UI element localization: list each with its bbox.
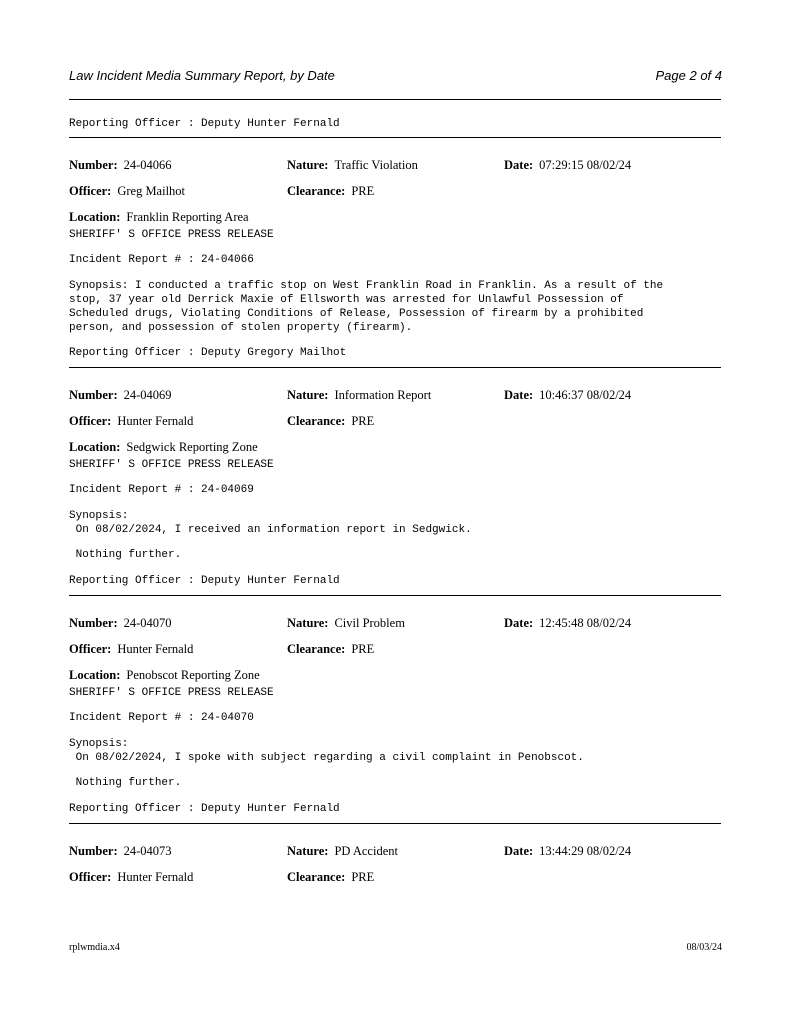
nothing-further-note: Nothing further.: [69, 549, 182, 561]
press-release-heading: SHERIFF' S OFFICE PRESS RELEASE: [69, 687, 274, 699]
record-divider: [69, 595, 721, 596]
incident-date: Date: 07:29:15 08/02/24: [504, 158, 632, 172]
incident-date: Date: 12:45:48 08/02/24: [504, 616, 632, 630]
incident-number: Number: 24-04066: [69, 158, 172, 172]
footer-report-code: rplwmdia.x4: [69, 942, 120, 953]
incident-nature: Nature: Civil Problem: [287, 616, 405, 630]
incident-report-number: Incident Report # : 24-04066: [69, 254, 254, 266]
report-title: Law Incident Media Summary Report, by Date: [69, 68, 335, 83]
incident-clearance: Clearance: PRE: [287, 184, 375, 198]
reporting-officer: Reporting Officer : Deputy Gregory Mailhot: [69, 347, 347, 359]
incident-officer: Officer: Greg Mailhot: [69, 184, 186, 198]
record-divider: [69, 823, 721, 824]
incident-date: Date: 10:46:37 08/02/24: [504, 388, 632, 402]
incident-clearance: Clearance: PRE: [287, 870, 375, 884]
incident-synopsis: Synopsis: On 08/02/2024, I spoke with subject regarding a civil complaint in Penobscot.: [69, 738, 584, 764]
press-release-heading: SHERIFF' S OFFICE PRESS RELEASE: [69, 459, 274, 471]
reporting-officer: Reporting Officer : Deputy Hunter Fernald: [69, 803, 340, 815]
incident-synopsis: Synopsis: On 08/02/2024, I received an information report in Sedgwick.: [69, 510, 472, 536]
incident-report-number: Incident Report # : 24-04070: [69, 712, 254, 724]
incident-nature: Nature: Information Report: [287, 388, 432, 402]
incident-nature: Nature: Traffic Violation: [287, 158, 418, 172]
incident-number: Number: 24-04070: [69, 616, 172, 630]
incident-location: Location: Penobscot Reporting Zone: [69, 668, 260, 682]
previous-reporting-officer: Reporting Officer : Deputy Hunter Fernald: [69, 118, 340, 130]
footer-print-date: 08/03/24: [686, 942, 722, 953]
record-divider: [69, 137, 721, 138]
header-divider: [69, 99, 721, 100]
incident-location: Location: Sedgwick Reporting Zone: [69, 440, 258, 454]
incident-synopsis: Synopsis: I conducted a traffic stop on West Franklin Road in Franklin. As a result of the stop, 37 year old Derrick Maxie of Ellsworth was arrested for Unlawful Possession of Scheduled drugs, Violating Conditions of Release, Possession of firearm by a prohibited person, and possession of stolen property (firearm).: [69, 280, 664, 334]
nothing-further-note: Nothing further.: [69, 777, 182, 789]
press-release-heading: SHERIFF' S OFFICE PRESS RELEASE: [69, 229, 274, 241]
incident-report-number: Incident Report # : 24-04069: [69, 484, 254, 496]
record-divider: [69, 367, 721, 368]
incident-officer: Officer: Hunter Fernald: [69, 870, 194, 884]
incident-clearance: Clearance: PRE: [287, 642, 375, 656]
incident-officer: Officer: Hunter Fernald: [69, 414, 194, 428]
page-number: Page 2 of 4: [655, 68, 722, 83]
incident-number: Number: 24-04073: [69, 844, 172, 858]
incident-number: Number: 24-04069: [69, 388, 172, 402]
incident-clearance: Clearance: PRE: [287, 414, 375, 428]
incident-location: Location: Franklin Reporting Area: [69, 210, 249, 224]
incident-date: Date: 13:44:29 08/02/24: [504, 844, 632, 858]
incident-officer: Officer: Hunter Fernald: [69, 642, 194, 656]
reporting-officer: Reporting Officer : Deputy Hunter Fernald: [69, 575, 340, 587]
incident-nature: Nature: PD Accident: [287, 844, 398, 858]
